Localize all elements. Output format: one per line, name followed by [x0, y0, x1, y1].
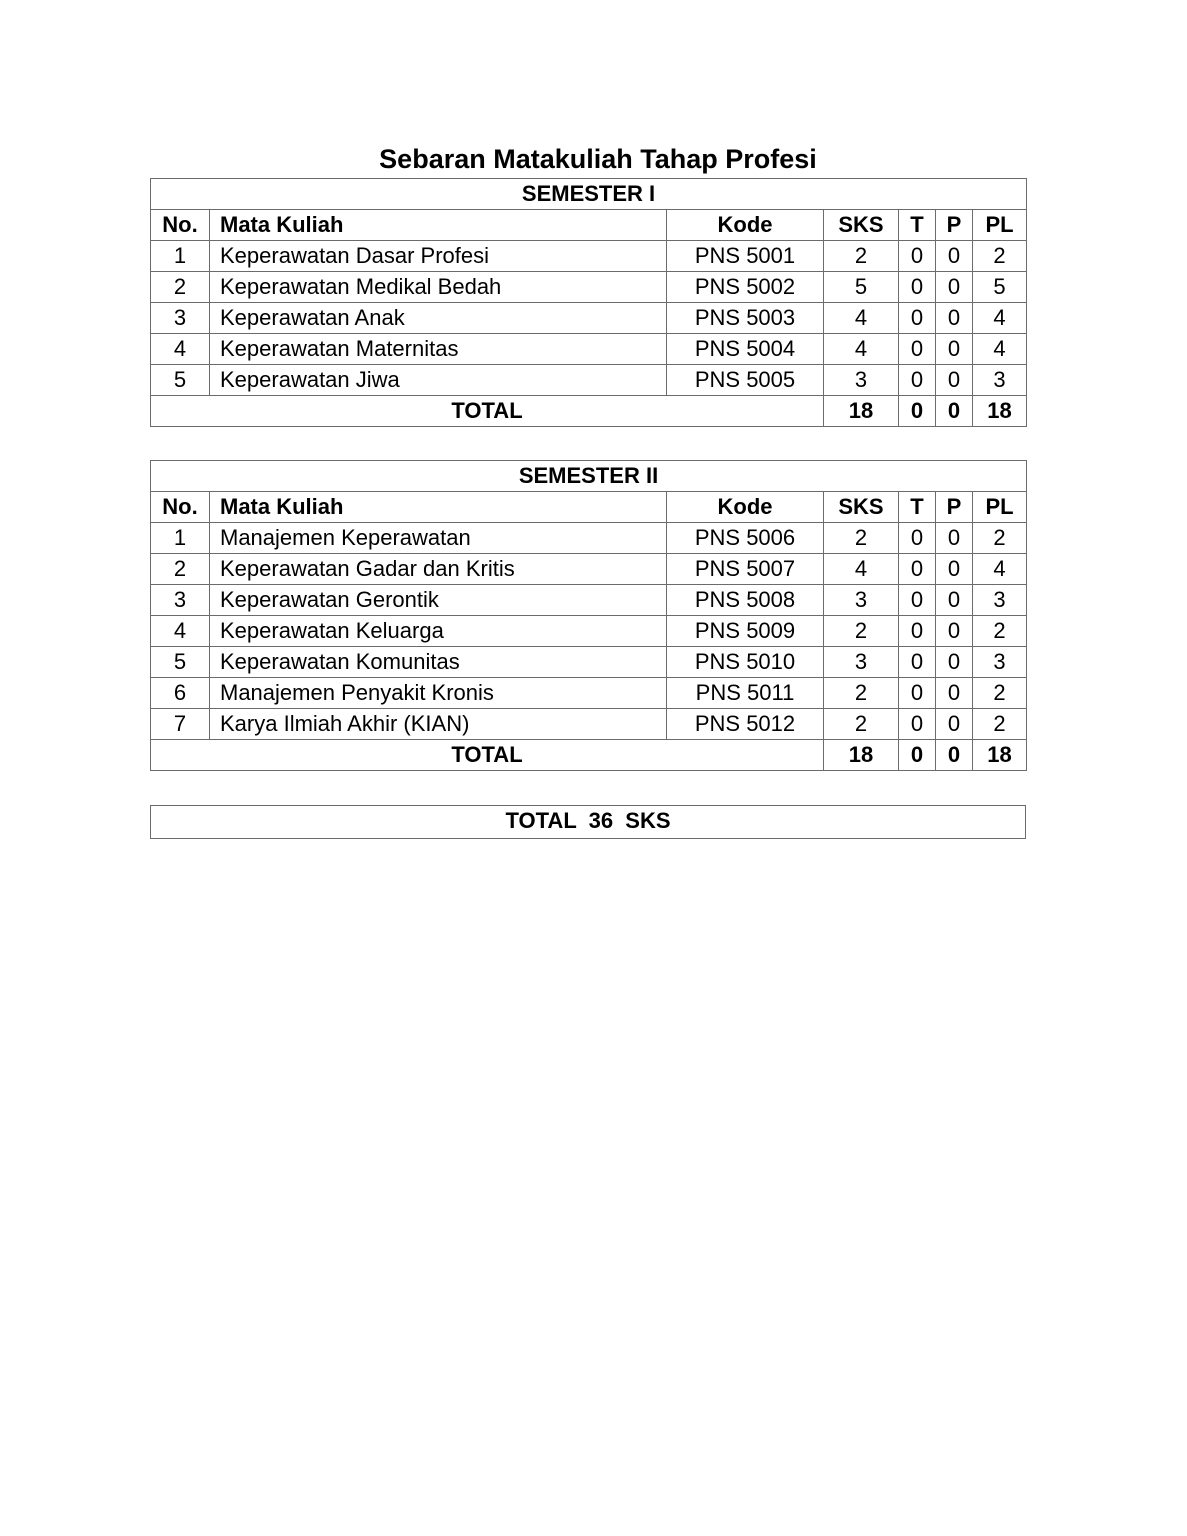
cell-kode: PNS 5002	[667, 272, 824, 303]
total-row	[151, 740, 1027, 771]
cell-t: 0	[899, 678, 936, 709]
cell-p: 0	[936, 272, 973, 303]
total-sks: 18	[824, 740, 899, 771]
cell-mata-kuliah: Karya Ilmiah Akhir (KIAN)	[210, 709, 667, 740]
table-row	[151, 709, 1027, 740]
cell-kode: PNS 5006	[667, 523, 824, 554]
semester-heading: SEMESTER II	[151, 461, 1027, 492]
table-row	[151, 585, 1027, 616]
total-pl: 18	[973, 396, 1027, 427]
cell-kode: PNS 5008	[667, 585, 824, 616]
cell-sks: 3	[824, 647, 899, 678]
cell-mata-kuliah: Manajemen Penyakit Kronis	[210, 678, 667, 709]
cell-pl: 2	[973, 616, 1027, 647]
cell-kode: PNS 5003	[667, 303, 824, 334]
cell-no: 7	[151, 709, 210, 740]
cell-mata-kuliah: Keperawatan Jiwa	[210, 365, 667, 396]
cell-sks: 3	[824, 365, 899, 396]
cell-mata-kuliah: Keperawatan Medikal Bedah	[210, 272, 667, 303]
cell-sks: 5	[824, 272, 899, 303]
cell-mata-kuliah: Keperawatan Dasar Profesi	[210, 241, 667, 272]
semester-2-table	[150, 460, 1027, 771]
cell-pl: 4	[973, 303, 1027, 334]
cell-p: 0	[936, 241, 973, 272]
total-p: 0	[936, 740, 973, 771]
cell-kode: PNS 5007	[667, 554, 824, 585]
cell-mata-kuliah: Keperawatan Gadar dan Kritis	[210, 554, 667, 585]
column-header-pl: PL	[973, 492, 1027, 523]
cell-no: 2	[151, 272, 210, 303]
cell-p: 0	[936, 554, 973, 585]
cell-sks: 2	[824, 523, 899, 554]
cell-t: 0	[899, 241, 936, 272]
page-title: Sebaran Matakuliah Tahap Profesi	[379, 144, 817, 174]
cell-t: 0	[899, 647, 936, 678]
cell-mata-kuliah: Manajemen Keperawatan	[210, 523, 667, 554]
cell-t: 0	[899, 303, 936, 334]
cell-pl: 2	[973, 709, 1027, 740]
cell-p: 0	[936, 647, 973, 678]
column-header-mata-kuliah: Mata Kuliah	[210, 210, 667, 241]
column-header-row	[151, 492, 1027, 523]
cell-t: 0	[899, 365, 936, 396]
table-row	[151, 241, 1027, 272]
cell-kode: PNS 5010	[667, 647, 824, 678]
cell-pl: 4	[973, 554, 1027, 585]
cell-sks: 2	[824, 616, 899, 647]
column-header-pl: PL	[973, 210, 1027, 241]
cell-t: 0	[899, 585, 936, 616]
cell-mata-kuliah: Keperawatan Komunitas	[210, 647, 667, 678]
cell-mata-kuliah: Keperawatan Keluarga	[210, 616, 667, 647]
column-header-p: P	[936, 492, 973, 523]
grand-total-box: TOTAL 36 SKS	[150, 805, 1026, 839]
table-row	[151, 272, 1027, 303]
total-t: 0	[899, 740, 936, 771]
table-row	[151, 334, 1027, 365]
cell-no: 3	[151, 585, 210, 616]
column-header-no: No.	[151, 492, 210, 523]
table-row	[151, 678, 1027, 709]
cell-pl: 5	[973, 272, 1027, 303]
cell-kode: PNS 5009	[667, 616, 824, 647]
cell-kode: PNS 5004	[667, 334, 824, 365]
column-header-sks: SKS	[824, 210, 899, 241]
total-label: TOTAL	[151, 396, 824, 427]
total-pl: 18	[973, 740, 1027, 771]
cell-mata-kuliah: Keperawatan Anak	[210, 303, 667, 334]
total-p: 0	[936, 396, 973, 427]
cell-kode: PNS 5005	[667, 365, 824, 396]
cell-pl: 2	[973, 678, 1027, 709]
table-row	[151, 616, 1027, 647]
cell-kode: PNS 5012	[667, 709, 824, 740]
cell-t: 0	[899, 616, 936, 647]
semester-1-table	[150, 178, 1027, 427]
cell-p: 0	[936, 523, 973, 554]
cell-pl: 3	[973, 647, 1027, 678]
cell-p: 0	[936, 334, 973, 365]
cell-no: 1	[151, 523, 210, 554]
cell-sks: 2	[824, 678, 899, 709]
total-t: 0	[899, 396, 936, 427]
cell-no: 6	[151, 678, 210, 709]
cell-sks: 3	[824, 585, 899, 616]
total-row	[151, 396, 1027, 427]
cell-kode: PNS 5011	[667, 678, 824, 709]
cell-t: 0	[899, 554, 936, 585]
cell-no: 4	[151, 616, 210, 647]
cell-p: 0	[936, 709, 973, 740]
semester-heading: SEMESTER I	[151, 179, 1027, 210]
cell-t: 0	[899, 709, 936, 740]
column-header-kode: Kode	[667, 492, 824, 523]
table-row	[151, 365, 1027, 396]
cell-mata-kuliah: Keperawatan Maternitas	[210, 334, 667, 365]
table-row	[151, 303, 1027, 334]
column-header-kode: Kode	[667, 210, 824, 241]
cell-pl: 3	[973, 585, 1027, 616]
column-header-t: T	[899, 492, 936, 523]
cell-p: 0	[936, 678, 973, 709]
cell-sks: 4	[824, 334, 899, 365]
cell-t: 0	[899, 272, 936, 303]
cell-sks: 2	[824, 241, 899, 272]
cell-no: 3	[151, 303, 210, 334]
cell-pl: 2	[973, 523, 1027, 554]
column-header-no: No.	[151, 210, 210, 241]
cell-no: 2	[151, 554, 210, 585]
cell-p: 0	[936, 303, 973, 334]
cell-pl: 4	[973, 334, 1027, 365]
cell-p: 0	[936, 585, 973, 616]
table-row	[151, 523, 1027, 554]
cell-no: 5	[151, 365, 210, 396]
cell-pl: 2	[973, 241, 1027, 272]
column-header-p: P	[936, 210, 973, 241]
cell-kode: PNS 5001	[667, 241, 824, 272]
cell-sks: 4	[824, 303, 899, 334]
cell-no: 1	[151, 241, 210, 272]
cell-t: 0	[899, 334, 936, 365]
total-label: TOTAL	[151, 740, 824, 771]
column-header-t: T	[899, 210, 936, 241]
cell-p: 0	[936, 365, 973, 396]
column-header-mata-kuliah: Mata Kuliah	[210, 492, 667, 523]
column-header-sks: SKS	[824, 492, 899, 523]
cell-mata-kuliah: Keperawatan Gerontik	[210, 585, 667, 616]
cell-no: 4	[151, 334, 210, 365]
table-row	[151, 647, 1027, 678]
cell-t: 0	[899, 523, 936, 554]
total-sks: 18	[824, 396, 899, 427]
cell-p: 0	[936, 616, 973, 647]
cell-no: 5	[151, 647, 210, 678]
column-header-row	[151, 210, 1027, 241]
cell-sks: 4	[824, 554, 899, 585]
cell-pl: 3	[973, 365, 1027, 396]
table-row	[151, 554, 1027, 585]
cell-sks: 2	[824, 709, 899, 740]
